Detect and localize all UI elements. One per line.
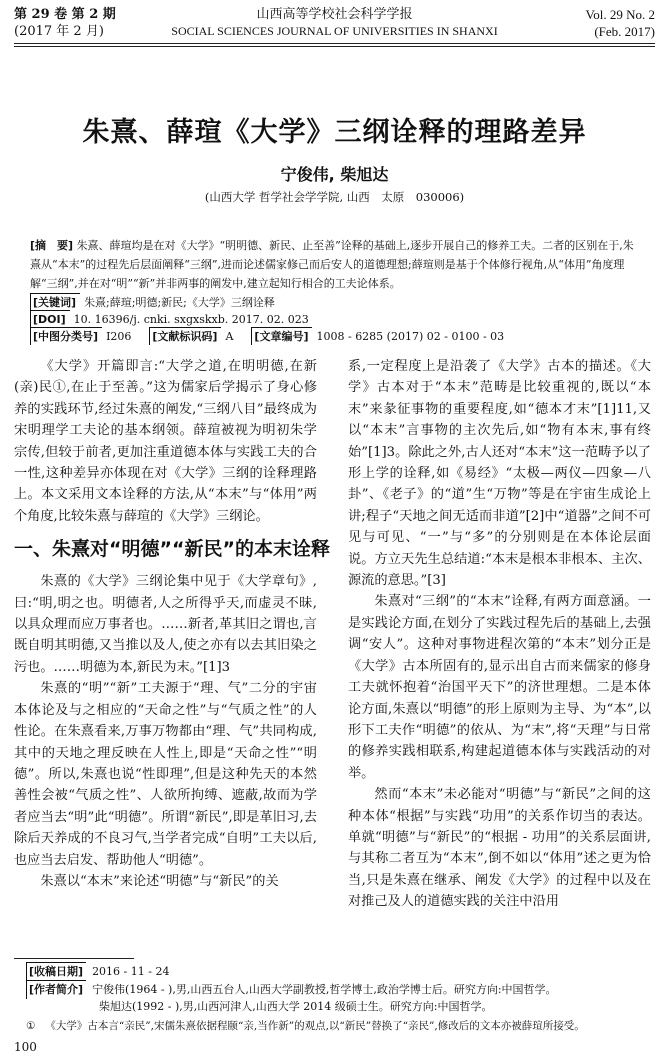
received-date: 2016 - 11 - 24 [92, 965, 170, 978]
classification-row [30, 327, 504, 345]
volume-issue-en: Vol. 29 No. 2 [585, 7, 655, 22]
abstract-text: 朱熹、薛瑄均是在对《大学》“明明德、新民、止至善”诠释的基础上,逐步开展自己的修养工夫。二者的区别在于,朱熹从“本末”的过程先后层面阐释“三纲”,进而论述儒家修己而后安人的道德理想;薛瑄则是基于个体修行视角,从“体用”角度理解“三纲”,并在对“明”“新”并非两事的阐发中,建立起知行相合的工夫论体系。 [30, 239, 634, 290]
section-heading-1: 一、朱熹对“明德”“新民”的本末诠释 [14, 538, 330, 561]
body-left-column [14, 356, 330, 892]
footnote-text: 《大学》古本言“亲民”,宋儒朱熹依据程颐“亲,当作新”的观点,以“新民”替换了“亲民”,修改后的文本亦被薛瑄所接受。 [45, 1020, 585, 1032]
body-right-column [348, 356, 651, 913]
page-number: 100 [14, 1040, 37, 1054]
intro-paragraph: 《大学》开篇即言:“大学之道,在明明德,在新(亲)民①,在止于至善。”这为儒家后学揭示了身心修养的实践环节,经过朱熹的阐发,“三纲八目”最终成为宋明理学工夫论的基本纲领。薛瑄被视为明初朱学宗传,但较于前者,更加注重道德本体与实践工夫的合一性,这种差异亦体现在对《大学》三纲的诠释理路上。本文采用文本诠释的方法,从“本末”与“体用”两个角度,比较朱熹与薛瑄的《大学》三纲论。 [14, 359, 317, 524]
section1-paragraph-5: 然而“本末”未必能对“明德”与“新民”之间的这种本体“根据”与实践“功用”的关系作切当的表达。单就“明德”与“新民”的“根据 - 功用”的关系层面讲,与其称二者互为“本末”,倒不如以“体用”述之更为恰当,只是朱熹在继承、阐发《大学》的过程中以及在对推己及人的道德实践的关注中沿用 [348, 787, 651, 910]
article-no-label: [文章编号] [251, 327, 312, 345]
article-affiliation: (山西大学 哲学社会学学院, 山西 太原 030006) [204, 190, 465, 204]
article-authors: 宁俊伟, 柴旭达 [280, 165, 389, 184]
date-cn: (2017 年 2 月) [14, 24, 104, 39]
volume-issue-cn: 第 29 卷 第 2 期 [14, 7, 116, 22]
journal-name-en: SOCIAL SCIENCES JOURNAL OF UNIVERSITIES IN SHANXI [171, 24, 498, 38]
keywords-row [30, 293, 275, 311]
section1-paragraph-1: 朱熹的《大学》三纲论集中见于《大学章句》,曰:“明,明之也。明德者,人之所得乎天,而虚灵不昧,以具众理而应万事者也。……新者,革其旧之谓也,言既自明其明德,又当推以及人,使之亦有以去其旧染之污也。……明德为本,新民为末。”[1]3 [14, 574, 317, 675]
received-label: [收稿日期] [26, 962, 86, 981]
date-en: (Feb. 2017) [594, 24, 655, 39]
section1-paragraph-3-cont: 系,一定程度上是沿袭了《大学》古本的描述。《大学》古本对于“本末”范畴是比较重视的,既以“本末”来彖征事物的重要程度,如“德本才末”[1]11,又以“本末”言事物的主次先后,如“物有本末,事有终始”[1]3。除此之外,古人还对“本末”这一范畴予以了形上学的诠释,如《易经》“太极—两仪—四象—八卦”、《老子》的“道”生“万物”等是在宇宙生成论上讲;程子“天地之间无适而非道”[2]中“道器”之间不可见与可见、“一”与“多”的分别则是在本体论层面说。方立天先生总结道:“本末是根本非根本、主次、源流的意思。”[3] [348, 359, 651, 589]
article-no-value: 1008 - 6285 (2017) 02 - 0100 - 03 [316, 330, 505, 343]
journal-name-cn: 山西高等学校社会科学学报 [256, 7, 413, 22]
header-rule-double [14, 46, 655, 47]
bio-author-1: 宁俊伟(1964 - ),男,山西五台人,山西大学副教授,哲学博士,政治学博士后。研究方向:中国哲学。 [92, 983, 557, 996]
clc-value: I206 [106, 330, 132, 343]
footnote-1 [26, 1017, 585, 1035]
header-rule [14, 43, 655, 44]
section1-paragraph-3: 朱熹以“本末”来论述“明德”与“新民”的关 [40, 873, 279, 889]
section1-paragraph-4: 朱熹对“三纲”的“本末”诠释,有两方面意涵。一是实践论方面,在划分了实践过程先后的基础上,去强调“安人”。这种对事物进程次第的“本末”划分正是《大学》古本所固有的,显示出自古而来儒家的修身工夫就怀抱着“治国平天下”的济世理想。二是本体论方面,朱熹以“明德”的形上原则为主导、为“本”,以形下工夫作“明德”的依从、为“末”,将“天理”与日常的修养实践相联系,构建起道德本体与实践活动的对举。 [348, 594, 651, 781]
bio-row [26, 980, 557, 999]
doi-text: 10. 16396/j. cnki. sxgxskxb. 2017. 02. 023 [73, 313, 309, 326]
received-row [26, 962, 169, 981]
article-title: 朱熹、薛瑄《大学》三纲诠释的理路差异 [82, 117, 587, 148]
abstract-label: [摘 要] [30, 239, 74, 252]
doc-code-label: [文献标识码] [149, 327, 221, 345]
footnote-mark: ① [26, 1020, 36, 1032]
doi-label: [DOI] [30, 310, 70, 328]
doc-code-value: A [225, 330, 234, 343]
clc-label: [中图分类号] [30, 327, 102, 345]
keywords-text: 朱熹;薛瑄;明德;新民;《大学》三纲诠释 [84, 296, 275, 309]
bio-author-2: 柴旭达(1992 - ),男,山西河津人,山西大学 2014 级硕士生。研究方向:中国哲学。 [99, 1000, 493, 1013]
section1-paragraph-2: 朱熹的“明”“新”工夫源于“理、气”二分的宇宙本体论及与之相应的“天命之性”与“气质之性”的人性论。在朱熹看来,万事万物都由“理、气”共同构成,其中的天地之理反映在人性上,即是“天命之性”“明德”。所以,朱熹也说“性即理”,但是这种先天的本然善性会被“气质之性”、人欲所拘缚、遮蔽,故而为学者应当去“明”此“明德”。所谓“新民”,即是革旧习,去除后天养成的不良习气,当学者完成“自明”工夫以后,也应当去启发、帮助他人“明德”。 [14, 681, 317, 868]
footnote-rule [14, 958, 134, 959]
abstract [30, 236, 642, 293]
doi-row [30, 310, 309, 328]
keywords-label: [关键词] [30, 293, 80, 311]
bio-label: [作者简介] [26, 980, 86, 999]
